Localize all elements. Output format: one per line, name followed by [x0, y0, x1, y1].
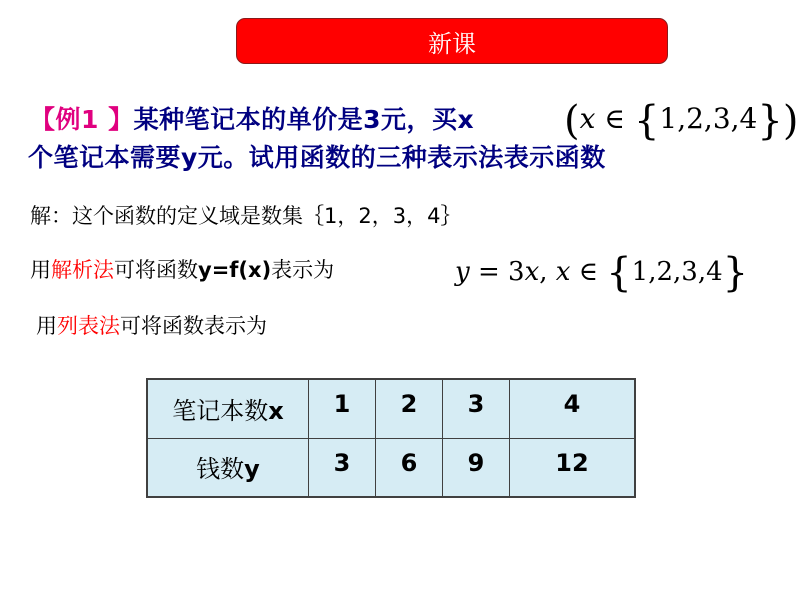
table-cell: 9	[443, 438, 510, 497]
table-cell: 3	[443, 379, 510, 438]
domain-formula: (x ∈ {1,2,3,4})	[564, 98, 798, 144]
analytic-method-label: 解析法	[51, 258, 114, 282]
example-text-1: 某种笔记本的单价是3元，买x	[133, 105, 475, 134]
table-header-cell: 笔记本数x	[147, 379, 309, 438]
table-cell: 1	[309, 379, 376, 438]
banner-title: 新课	[428, 29, 476, 58]
table-cell: 3	[309, 438, 376, 497]
example-line-2: 个笔记本需要y元。试用函数的三种表示法表示函数	[28, 143, 606, 172]
table-cell: 4	[510, 379, 636, 438]
example-line-1	[30, 100, 474, 136]
table-cell: 6	[376, 438, 443, 497]
table-cell: 12	[510, 438, 636, 497]
table-row	[147, 438, 635, 497]
tabular-method-label: 列表法	[57, 314, 120, 338]
analytic-method-line: 用解析法可将函数y=f(x)表示为	[30, 258, 335, 282]
table-row	[147, 379, 635, 438]
example-tag: 【例1 】	[30, 105, 134, 134]
function-table	[146, 378, 636, 498]
analytic-formula: y = 3x, x ∈ {1,2,3,4}	[455, 250, 749, 296]
table-cell: 2	[376, 379, 443, 438]
tabular-method-line: 用列表法可将函数表示为	[36, 314, 267, 338]
table-header-cell: 钱数y	[147, 438, 309, 497]
solution-text: 解：这个函数的定义域是数集｛1，2，3，4｝	[30, 204, 462, 228]
section-banner	[236, 18, 668, 64]
